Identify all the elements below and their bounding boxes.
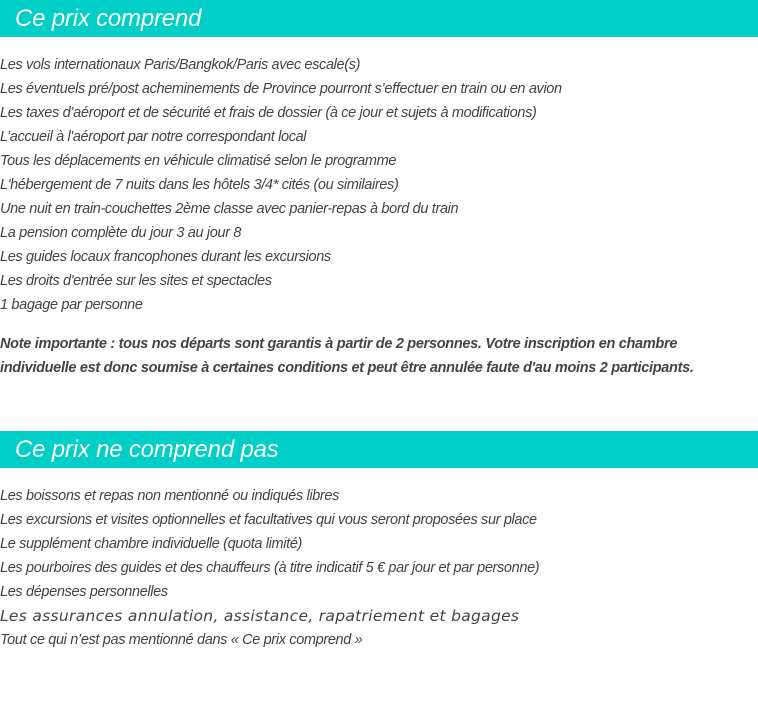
list-item: Les pourboires des guides et des chauffeurs (à titre indicatif 5 € par jour et par personne) [0, 560, 540, 576]
excluded-title: Ce prix ne comprend pas [15, 436, 279, 463]
list-item: La pension complète du jour 3 au jour 8 [0, 225, 242, 241]
excluded-section-header [0, 431, 758, 468]
important-note: Note importante : tous nos départs sont garantis à partir de 2 personnes. Votre inscription en chambre individuelle est donc soumise à certaines conditions et peut être annulée faute d'au moins 2 participants. [0, 336, 694, 376]
excluded-list [0, 484, 539, 652]
list-item: Les excursions et visites optionnelles et facultatives qui vous seront proposées sur place [0, 512, 537, 528]
list-item: L’accueil à l'aéroport par notre correspondant local [0, 129, 307, 145]
list-item: Tous les déplacements en véhicule climatisé selon le programme [0, 153, 397, 169]
included-list [0, 53, 562, 317]
list-item: Les droits d'entrée sur les sites et spectacles [0, 273, 272, 289]
list-item: Les boissons et repas non mentionné ou indiqués libres [0, 488, 339, 504]
included-title: Ce prix comprend [15, 5, 202, 32]
list-item: Les taxes d’aéroport et de sécurité et frais de dossier (à ce jour et sujets à modifications) [0, 105, 537, 121]
list-item: Les dépenses personnelles [0, 584, 168, 600]
list-item: L'hébergement de 7 nuits dans les hôtels 3/4* cités (ou similaires) [0, 177, 399, 193]
list-item: Tout ce qui n’est pas mentionné dans « Ce prix comprend » [0, 632, 363, 648]
list-item: Les éventuels pré/post acheminements de Province pourront s’effectuer en train ou en avion [0, 81, 562, 97]
list-item: Les assurances annulation, assistance, rapatriement et bagages [0, 607, 520, 625]
included-section-header [0, 0, 758, 37]
list-item: Une nuit en train-couchettes 2ème classe avec panier-repas à bord du train [0, 201, 459, 217]
list-item: Le supplément chambre individuelle (quota limité) [0, 536, 303, 552]
list-item: Les guides locaux francophones durant les excursions [0, 249, 331, 265]
list-item: Les vols internationaux Paris/Bangkok/Paris avec escale(s) [0, 57, 361, 73]
list-item: 1 bagage par personne [0, 297, 143, 313]
